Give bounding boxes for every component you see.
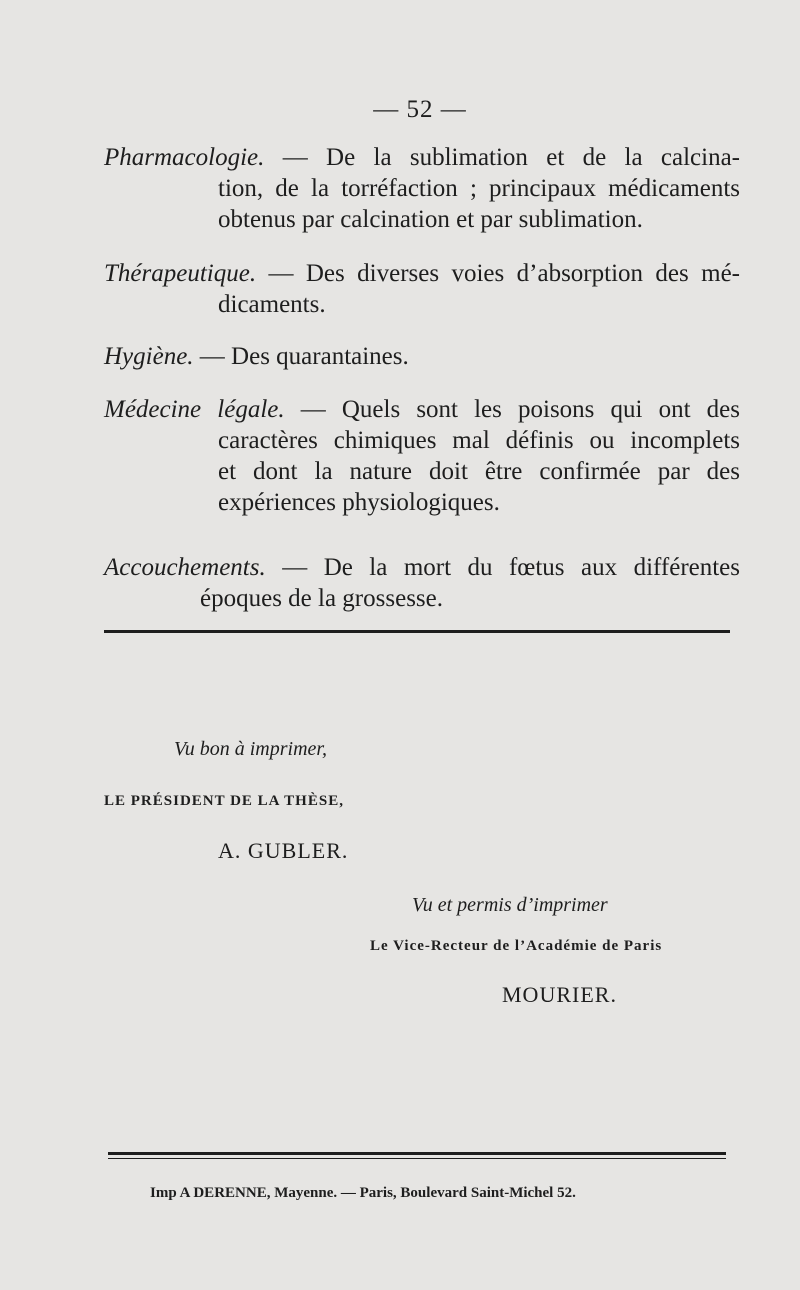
entry-first-line <box>104 552 740 583</box>
entry-text: obtenus par calcination et par sublimation. <box>218 206 643 233</box>
vice-recteur-title: Le Vice-Recteur de l’Académie de Paris <box>370 938 663 954</box>
section-divider <box>104 630 730 633</box>
entry-medecine-legale <box>104 394 740 518</box>
entry-first-line <box>104 394 740 425</box>
entry-term: Thérapeutique. <box>104 260 257 287</box>
entry-term: Accouchements. <box>104 554 266 581</box>
entry-first-line <box>104 341 740 372</box>
entry-text: — De la mort du fœtus aux différentes <box>282 554 741 581</box>
entry-term: Hygiène. <box>104 343 194 370</box>
vu-bon-a-imprimer: Vu bon à imprimer, <box>174 738 327 760</box>
printer-imprint: Imp A DERENNE, Mayenne. — Paris, Boulevard Saint-Michel 52. <box>150 1185 576 1201</box>
entry-text: tion, de la torréfaction ; principaux médicaments <box>218 175 740 202</box>
page-number: — 52 — <box>373 96 467 123</box>
entry-pharmacologie <box>104 142 740 235</box>
vu-et-permis: Vu et permis d’imprimer <box>412 894 608 916</box>
president-name: A. GUBLER. <box>218 838 349 863</box>
entry-term: Pharmacologie. <box>104 144 265 171</box>
entry-text: — Des quarantaines. <box>199 343 409 370</box>
recteur-name: MOURIER. <box>502 982 617 1007</box>
entry-text: — De la sublimation et de la calcina- <box>282 144 741 171</box>
footer-rule-bottom <box>108 1158 726 1159</box>
entry-text: dicaments. <box>218 291 326 318</box>
entry-first-line <box>104 258 740 289</box>
entry-accouchements <box>104 552 740 614</box>
footer-rule-top <box>108 1152 726 1155</box>
entry-first-line <box>104 142 740 173</box>
entry-therapeutique <box>104 258 740 320</box>
entry-text: — Quels sont les poisons qui ont des <box>300 396 740 423</box>
entry-text: expériences physiologiques. <box>218 489 500 516</box>
entry-text: caractères chimiques mal définis ou incomplets <box>218 427 740 454</box>
president-title: LE PRÉSIDENT DE LA THÈSE, <box>104 793 344 809</box>
entry-hygiene <box>104 341 740 372</box>
entry-text: époques de la grossesse. <box>200 585 443 612</box>
entry-term: Médecine légale. <box>104 396 285 423</box>
entry-text: — Des diverses voies d’absorption des mé- <box>268 260 740 287</box>
entry-text: et dont la nature doit être confirmée par des <box>218 458 740 485</box>
